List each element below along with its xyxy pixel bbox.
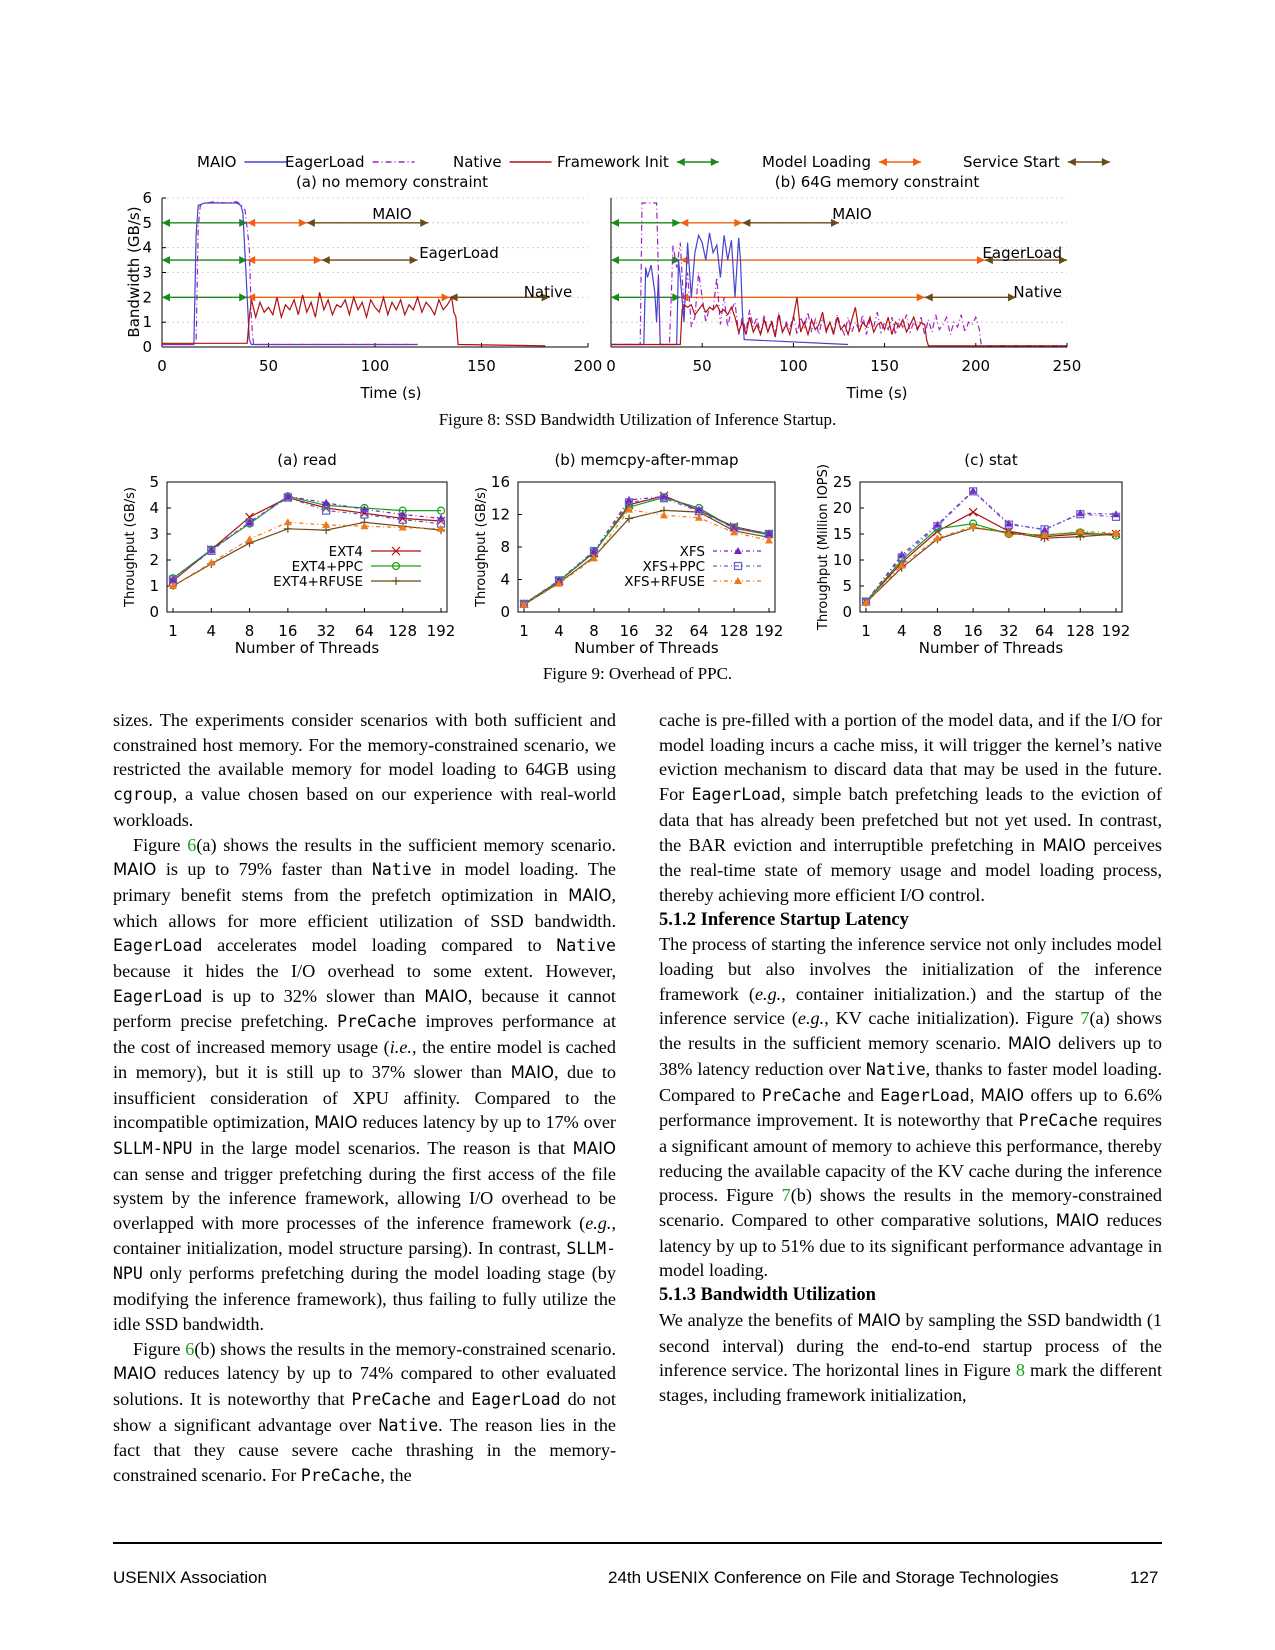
fig9b-x-label: Number of Threads	[574, 639, 719, 657]
paragraph-3: Figure 6(b) shows the results in the memory-constrained scenario. MAIO reduces latency by up to 74% compared to other evaluated solutions. It is noteworthy that PreCache and EagerLoad do not show a significant advantage over Native. The reason lies in the fact that they cause severe cache thrashing in the memory-constrained scenario. For PreCache, the	[113, 1338, 616, 1486]
fig9a-x-tick-label: 64	[354, 622, 374, 640]
fig9b-x-tick-label: 16	[619, 622, 639, 640]
fig8-x-tick-label: 200	[961, 357, 991, 375]
figure-6-link[interactable]: 6	[185, 1338, 195, 1359]
fig8-stage-arrowhead	[162, 219, 170, 227]
section-5-1-2-heading: 5.1.2 Inference Startup Latency	[659, 909, 909, 930]
fig8-x-tick-label: 100	[360, 357, 390, 375]
paragraph-2: Figure 6(a) shows the results in the sufficient memory scenario. MAIO is up to 79% faster than Native in model loading. The primary benefit stems from the prefetch optimization in MAIO, which allows for more efficient utilization of SSD bandwidth. EagerLoad accelerates model loading compared to Native because it hides the I/O overhead to some extent. However, EagerLoad is up to 32% slower than MAIO, because it cannot perform precise prefetching. PreCache improves performance at the cost of increased memory usage (i.e., the entire model is cached in memory), but it is still up to 37% slower than MAIO, due to insufficient consideration of XPU affinity. Compared to the incompatible optimization, MAIO reduces latency by up to 17% over SLLM-NPU in the large model scenarios. The reason is that MAIO can sense and trigger prefetching during the first access of the file system by the inference framework, allowing I/O overhead to be overlapped with more processes of the inference framework (e.g., container initialization, model structure parsing). In contrast, SLLM-NPU only performs prefetching during the model loading stage (by modifying the inference framework), thus failing to fully utilize the idle SSD bandwidth.	[113, 834, 616, 1334]
fig8a-stage-label: MAIO	[372, 205, 412, 223]
section-5-1-3-heading: 5.1.3 Bandwidth Utilization	[659, 1285, 876, 1306]
fig9b-y-tick-label: 0	[500, 603, 510, 621]
fig9c-x-tick-label: 16	[963, 622, 983, 640]
fig8-stage-arrowhead	[247, 256, 255, 264]
figures-canvas	[0, 0, 1275, 690]
fig8-legend-arrowhead	[1068, 158, 1076, 166]
fig8-stage-arrowhead	[322, 256, 330, 264]
fig9a-x-tick-label: 4	[206, 622, 217, 640]
fig9c-x-tick-label: 192	[1101, 622, 1131, 640]
fig8-stage-arrowhead	[611, 293, 619, 301]
fig8-series-native	[611, 297, 1067, 346]
fig9a-y-tick-label: 2	[149, 551, 159, 569]
fig9c-x-tick-label: 1	[861, 622, 871, 640]
fig9c-x-label: Number of Threads	[918, 639, 1064, 657]
fig8-x-tick-label: 0	[606, 357, 616, 375]
fig9a-y-tick-label: 4	[149, 499, 159, 517]
paragraph-3-cont: cache is pre-filled with a portion of the model data, and if the I/O for model loading incurs a cache miss, it will trigger the kernel’s native eviction mechanism to discard data that may be used in the future. For EagerLoad, simple batch prefetching leads to the eviction of data that has already been prefetched but not yet used. In contrast, the BAR eviction and interruptible prefetching in MAIO perceives the real-time state of memory usage and model loading process, thereby achieving more efficient I/O control.	[659, 710, 1163, 905]
fig8-stage-arrowhead	[162, 256, 170, 264]
fig9a-y-tick-label: 5	[149, 473, 159, 491]
figure-7-link[interactable]: 7	[1080, 1008, 1090, 1029]
fig8-x-tick-label: 100	[779, 357, 808, 375]
fig9b-x-tick-label: 64	[689, 622, 709, 640]
fig8-x-tick-label: 150	[467, 357, 496, 375]
fig9b-legend-label: XFS	[679, 544, 705, 560]
page-number: 127	[1130, 1568, 1159, 1587]
fig8-legend-label: MAIO	[197, 153, 237, 171]
fig9c-y-tick-label: 15	[832, 525, 852, 543]
fig8-legend-label: Service Start	[963, 153, 1060, 171]
fig9b-x-tick-label: 4	[554, 622, 564, 640]
fig9b-y-tick-label: 12	[490, 505, 510, 524]
fig8a-stage-label: Native	[523, 283, 573, 301]
fig9-marker	[284, 525, 292, 533]
fig8-y-label: Bandwidth (GB/s)	[125, 206, 143, 338]
fig9b-x-tick-label: 32	[654, 622, 674, 640]
paragraph-4: The process of starting the inference service not only includes model loading but also involves the initialization of the inference framework (e.g., container initialization.) and the startup of the inference service (e.g., KV cache initialization). Figure 7(a) shows the results in the sufficient memory scenario. MAIO delivers up to 38% latency reduction over Native, thanks to faster model loading. Compared to PreCache and EagerLoad, MAIO offers up to 6.6% performance improvement. It is noteworthy that PreCache requires a significant amount of memory to achieve this performance, thereby reducing the available capacity of the KV cache during the inference process. Figure 7(b) shows the results in the memory-constrained scenario. Compared to other comparative solutions, MAIO reduces latency by up to 51% due to its significant performance advantage in model loading.	[659, 934, 1163, 1281]
fig9c-y-tick-label: 10	[832, 551, 852, 569]
fig9a-legend-label: EXT4+PPC	[291, 559, 363, 575]
fig8-stage-arrowhead	[672, 293, 680, 301]
figure-8-caption: Figure 8: SSD Bandwidth Utilization of Inference Startup.	[438, 410, 837, 429]
fig9c-y-tick-label: 25	[832, 473, 852, 491]
fig9a-x-tick-label: 8	[244, 622, 255, 640]
fig9b-x-tick-label: 8	[589, 622, 599, 640]
fig9a-x-tick-label: 16	[278, 622, 298, 640]
footer-rule	[113, 1542, 1162, 1544]
fig8-legend-arrowhead	[711, 158, 719, 166]
fig8b-x-label: Time (s)	[846, 384, 908, 402]
fig9a-x-tick-label: 32	[316, 622, 336, 640]
fig9c-title: (c) stat	[964, 451, 1018, 469]
fig9a-x-tick-label: 192	[426, 622, 456, 640]
paragraph-3-end: , the	[380, 1465, 412, 1486]
fig8b-stage-label: Native	[1013, 283, 1062, 301]
fig8-legend-label: Model Loading	[762, 153, 871, 171]
fig9a-title: (a) read	[277, 451, 337, 469]
fig8-legend-label: EagerLoad	[285, 153, 365, 171]
fig8-y-tick-label: 3	[142, 263, 152, 282]
fig8-y-tick-label: 6	[142, 189, 152, 207]
figure-8-link[interactable]: 8	[1015, 1360, 1025, 1381]
fig8a-title: (a) no memory constraint	[295, 173, 489, 191]
fig8a-stage-label: EagerLoad	[419, 244, 499, 262]
fig9a-legend-label: EXT4+RFUSE	[273, 574, 363, 590]
figure-6-link[interactable]: 6	[187, 834, 197, 855]
footer-left: USENIX Association	[113, 1568, 268, 1587]
fig8-stage-arrowhead	[420, 219, 428, 227]
fig8-legend-arrowhead	[879, 158, 887, 166]
fig8-stage-arrowhead	[247, 219, 255, 227]
fig9c-y-tick-label: 5	[842, 577, 852, 595]
fig9-marker	[392, 577, 400, 585]
fig8-legend-label: Framework Init	[557, 153, 669, 171]
fig8-stage-arrowhead	[925, 293, 933, 301]
fig8-legend-label: Native	[453, 153, 502, 171]
fig9c-y-tick-label: 20	[832, 499, 852, 517]
fig9c-x-tick-label: 64	[1035, 622, 1055, 640]
fig8-legend-arrowhead	[913, 158, 921, 166]
fig8-stage-arrowhead	[672, 219, 680, 227]
fig8-series-maio	[611, 233, 848, 345]
fig9b-x-tick-label: 192	[754, 622, 784, 640]
fig9c-x-tick-label: 32	[999, 622, 1019, 640]
fig9c-frame	[860, 482, 1122, 612]
fig9c-y-label: Throughput (Million IOPS)	[816, 464, 831, 630]
fig9-marker	[246, 535, 254, 542]
paragraph-5: We analyze the benefits of MAIO by sampling the SSD bandwidth (1 second interval) during the end-to-end startup process of the inference service. The horizontal lines in Figure 8 mark the different stages, including framework initialization,	[659, 1309, 1162, 1405]
fig9b-y-tick-label: 8	[500, 538, 510, 556]
fig9b-legend-label: XFS+PPC	[642, 559, 705, 575]
fig9a-x-label: Number of Threads	[234, 639, 380, 657]
fig8a-x-label: Time (s)	[360, 384, 422, 402]
figure-9-caption: Figure 9: Overhead of PPC.	[542, 664, 733, 683]
fig8-stage-arrowhead	[917, 293, 925, 301]
fig8-stage-arrowhead	[314, 256, 322, 264]
fig9a-legend-label: EXT4	[328, 544, 363, 560]
fig9b-x-tick-label: 1	[519, 622, 529, 640]
fig8-x-tick-label: 250	[1052, 357, 1082, 375]
fig9a-x-tick-label: 128	[388, 622, 418, 640]
fig9b-x-tick-label: 128	[719, 622, 749, 640]
fig9c-x-tick-label: 128	[1065, 622, 1095, 640]
fig9b-legend-label: XFS+RFUSE	[624, 574, 705, 590]
fig8-x-tick-label: 200	[573, 357, 603, 375]
fig8-x-tick-label: 0	[157, 357, 167, 375]
fig9b-y-tick-label: 4	[500, 570, 510, 589]
fig9b-y-label: Throughput (GB/s)	[474, 487, 489, 607]
fig9a-y-label: Throughput (GB/s)	[123, 487, 138, 607]
fig9b-title: (b) memcpy-after-mmap	[554, 451, 739, 469]
fig9c-series-line	[866, 491, 1116, 601]
fig9a-y-tick-label: 3	[149, 525, 159, 543]
fig9a-x-tick-label: 1	[168, 622, 178, 640]
fig9-marker	[969, 508, 977, 516]
fig8-stage-arrowhead	[742, 219, 750, 227]
left-column	[113, 708, 616, 1489]
fig8-stage-arrowhead	[239, 293, 247, 301]
figure-7-link[interactable]: 7	[781, 1185, 791, 1206]
fig8-x-tick-label: 50	[692, 357, 712, 375]
fig8-y-tick-label: 4	[142, 238, 152, 257]
fig8-stage-arrowhead	[307, 219, 315, 227]
fig8-stage-arrowhead	[162, 293, 170, 301]
fig8b-title: (b) 64G memory constraint	[774, 173, 980, 191]
right-column	[659, 708, 1162, 1408]
fig8-series-native	[162, 292, 545, 345]
fig9c-x-tick-label: 4	[896, 622, 907, 640]
fig9a-y-tick-label: 1	[149, 577, 159, 595]
fig8-y-tick-label: 0	[142, 338, 152, 356]
fig8-stage-arrowhead	[442, 293, 450, 301]
fig8-series-maio	[162, 203, 418, 345]
fig8-x-tick-label: 50	[258, 357, 279, 375]
fig9c-x-tick-label: 8	[932, 622, 943, 640]
fig9c-y-tick-label: 0	[842, 603, 852, 621]
fig9-marker	[284, 518, 292, 525]
fig8-x-tick-label: 150	[870, 357, 899, 375]
fig8-stage-arrowhead	[611, 256, 619, 264]
fig8-stage-arrowhead	[410, 256, 418, 264]
fig8b-stage-label: MAIO	[832, 205, 872, 223]
fig9b-y-tick-label: 16	[490, 473, 510, 491]
fig8-stage-arrowhead	[734, 219, 742, 227]
fig8-y-tick-label: 1	[142, 313, 152, 332]
fig8-y-tick-label: 2	[142, 288, 152, 307]
fig8-stage-arrowhead	[611, 219, 619, 227]
fig9b-frame	[518, 482, 775, 612]
fig8-y-tick-label: 5	[142, 213, 152, 232]
fig9-marker	[933, 521, 941, 528]
fig8-legend-arrowhead	[677, 158, 685, 166]
fig8b-stage-label: EagerLoad	[982, 244, 1062, 262]
fig8-stage-arrowhead	[299, 219, 307, 227]
footer-center: 24th USENIX Conference on File and Storage Technologies	[608, 1568, 1059, 1587]
fig8-stage-arrowhead	[680, 219, 688, 227]
fig8-legend-arrowhead	[1102, 158, 1110, 166]
paragraph-1: sizes. The experiments consider scenarios with both sufficient and constrained host memory. For the memory-constrained scenario, we restricted the available memory for model loading to 64GB using cgroup, a value chosen based on our experience with real-world workloads.	[113, 710, 616, 830]
fig9a-y-tick-label: 0	[149, 603, 159, 621]
